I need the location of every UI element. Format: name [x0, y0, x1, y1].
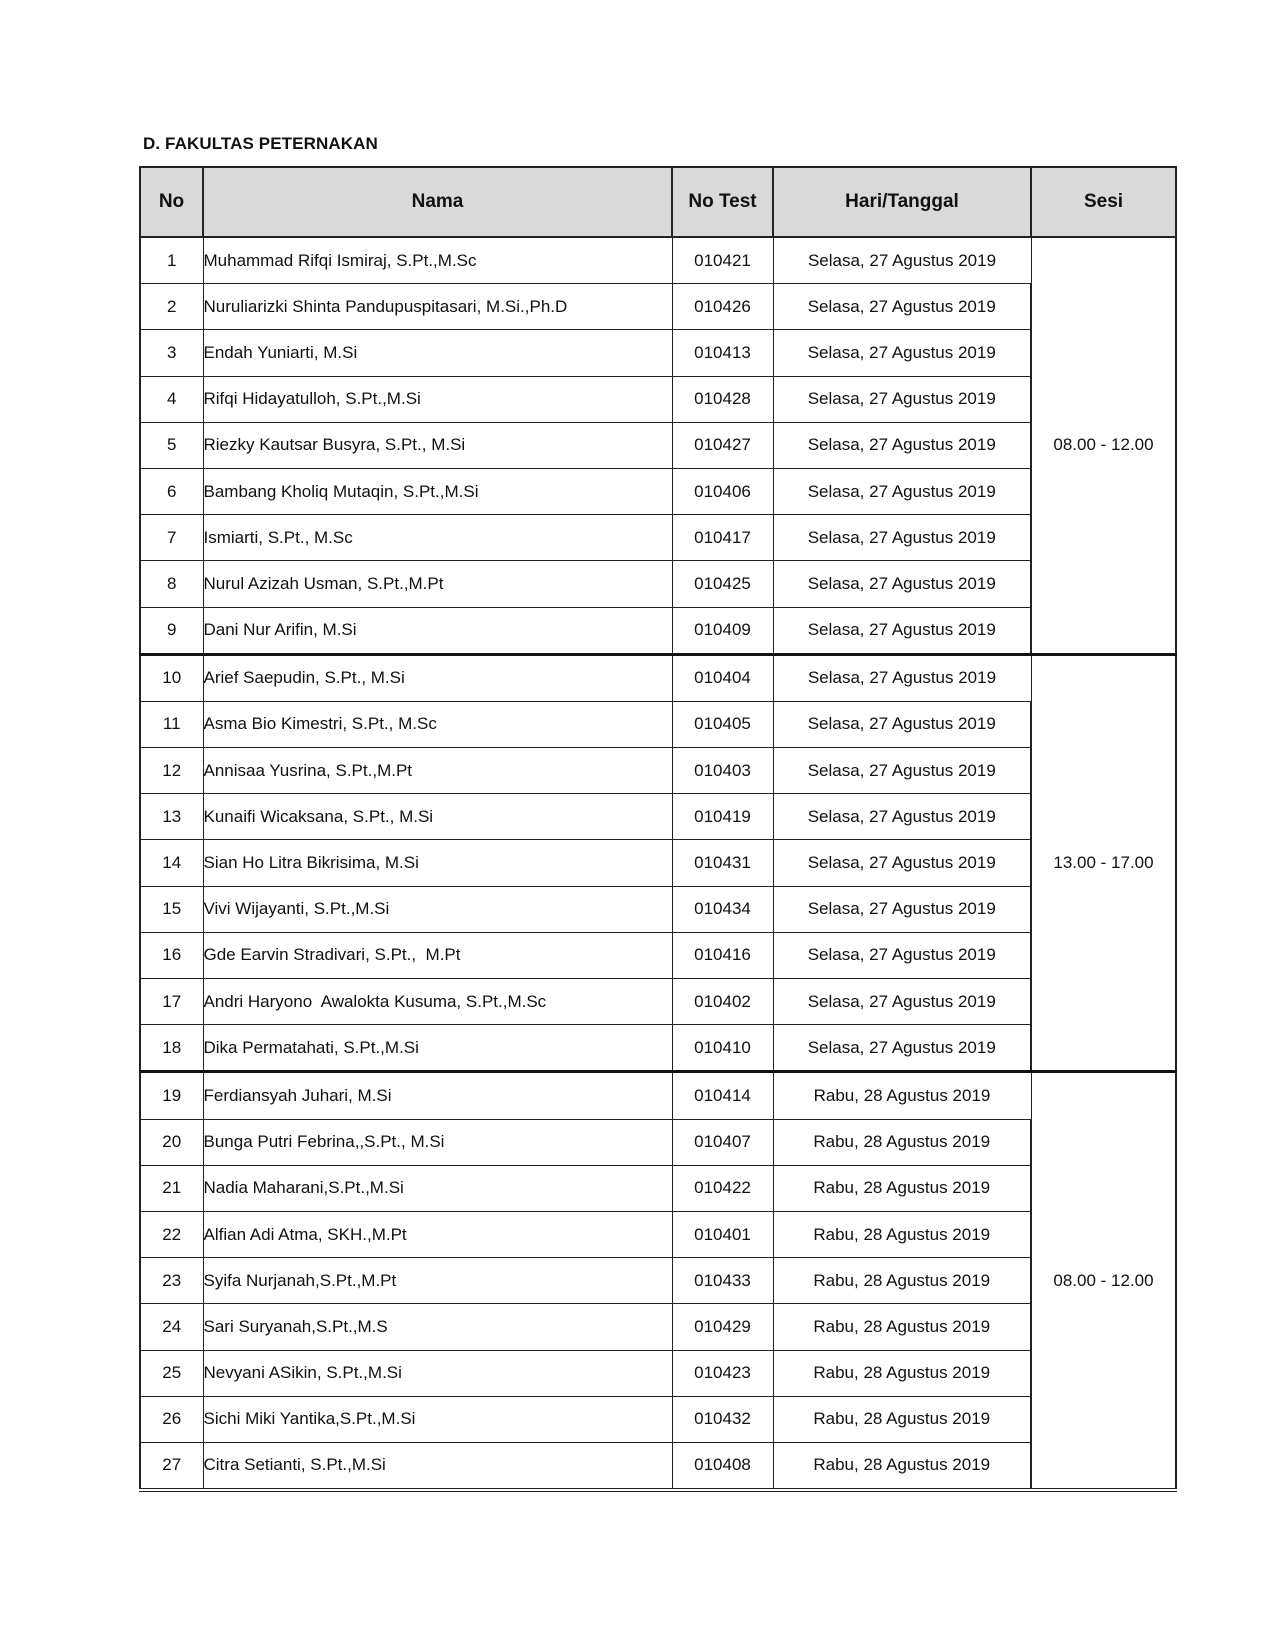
table-row	[140, 1119, 1176, 1165]
participant-name: Sian Ho Litra Bikrisima, M.Si	[203, 840, 672, 886]
row-number: 17	[140, 979, 203, 1025]
exam-date: Rabu, 28 Agustus 2019	[773, 1165, 1031, 1211]
participant-name: Nevyani ASikin, S.Pt.,M.Si	[203, 1350, 672, 1396]
test-number: 010407	[672, 1119, 773, 1165]
test-number: 010417	[672, 515, 773, 561]
row-number: 25	[140, 1350, 203, 1396]
participant-name: Muhammad Rifqi Ismiraj, S.Pt.,M.Sc	[203, 237, 672, 284]
table-row	[140, 1442, 1176, 1490]
test-number: 010419	[672, 794, 773, 840]
test-number: 010401	[672, 1211, 773, 1257]
table-row	[140, 1072, 1176, 1119]
test-number: 010410	[672, 1025, 773, 1072]
exam-date: Selasa, 27 Agustus 2019	[773, 886, 1031, 932]
exam-date: Rabu, 28 Agustus 2019	[773, 1211, 1031, 1257]
test-number: 010429	[672, 1304, 773, 1350]
exam-date: Selasa, 27 Agustus 2019	[773, 330, 1031, 376]
participant-name: Arief Saepudin, S.Pt., M.Si	[203, 654, 672, 701]
exam-date: Rabu, 28 Agustus 2019	[773, 1396, 1031, 1442]
row-number: 8	[140, 561, 203, 607]
table-row	[140, 932, 1176, 978]
test-number: 010413	[672, 330, 773, 376]
session-time: 08.00 - 12.00	[1031, 237, 1176, 654]
exam-date: Selasa, 27 Agustus 2019	[773, 701, 1031, 747]
header-no: No	[140, 167, 203, 237]
table-row	[140, 1025, 1176, 1072]
test-number: 010406	[672, 468, 773, 514]
row-number: 14	[140, 840, 203, 886]
test-number: 010423	[672, 1350, 773, 1396]
row-number: 13	[140, 794, 203, 840]
header-no-test: No Test	[672, 167, 773, 237]
exam-date: Selasa, 27 Agustus 2019	[773, 468, 1031, 514]
participant-name: Endah Yuniarti, M.Si	[203, 330, 672, 376]
table-row	[140, 422, 1176, 468]
exam-date: Selasa, 27 Agustus 2019	[773, 932, 1031, 978]
row-number: 15	[140, 886, 203, 932]
table-row	[140, 1396, 1176, 1442]
row-number: 10	[140, 654, 203, 701]
test-number: 010434	[672, 886, 773, 932]
participant-name: Rifqi Hidayatulloh, S.Pt.,M.Si	[203, 376, 672, 422]
table-row	[140, 654, 1176, 701]
test-number: 010403	[672, 748, 773, 794]
participant-name: Asma Bio Kimestri, S.Pt., M.Sc	[203, 701, 672, 747]
exam-date: Rabu, 28 Agustus 2019	[773, 1304, 1031, 1350]
table-row	[140, 748, 1176, 794]
test-number: 010416	[672, 932, 773, 978]
row-number: 26	[140, 1396, 203, 1442]
participant-name: Andri Haryono Awalokta Kusuma, S.Pt.,M.Sc	[203, 979, 672, 1025]
table-row	[140, 1165, 1176, 1211]
participant-name: Annisaa Yusrina, S.Pt.,M.Pt	[203, 748, 672, 794]
exam-date: Selasa, 27 Agustus 2019	[773, 515, 1031, 561]
participant-name: Nurul Azizah Usman, S.Pt.,M.Pt	[203, 561, 672, 607]
exam-date: Selasa, 27 Agustus 2019	[773, 561, 1031, 607]
header-sesi: Sesi	[1031, 167, 1176, 237]
row-number: 16	[140, 932, 203, 978]
test-number: 010404	[672, 654, 773, 701]
row-number: 5	[140, 422, 203, 468]
exam-date: Rabu, 28 Agustus 2019	[773, 1350, 1031, 1396]
exam-date: Selasa, 27 Agustus 2019	[773, 284, 1031, 330]
row-number: 2	[140, 284, 203, 330]
row-number: 18	[140, 1025, 203, 1072]
participant-name: Bambang Kholiq Mutaqin, S.Pt.,M.Si	[203, 468, 672, 514]
test-number: 010402	[672, 979, 773, 1025]
test-number: 010431	[672, 840, 773, 886]
test-number: 010422	[672, 1165, 773, 1211]
participant-name: Syifa Nurjanah,S.Pt.,M.Pt	[203, 1258, 672, 1304]
exam-date: Selasa, 27 Agustus 2019	[773, 1025, 1031, 1072]
participant-name: Riezky Kautsar Busyra, S.Pt., M.Si	[203, 422, 672, 468]
table-row	[140, 237, 1176, 284]
table-body	[140, 237, 1176, 1490]
participant-name: Bunga Putri Febrina,,S.Pt., M.Si	[203, 1119, 672, 1165]
participant-name: Ismiarti, S.Pt., M.Sc	[203, 515, 672, 561]
participant-name: Vivi Wijayanti, S.Pt.,M.Si	[203, 886, 672, 932]
test-number: 010425	[672, 561, 773, 607]
exam-date: Selasa, 27 Agustus 2019	[773, 794, 1031, 840]
row-number: 6	[140, 468, 203, 514]
exam-date: Selasa, 27 Agustus 2019	[773, 422, 1031, 468]
row-number: 20	[140, 1119, 203, 1165]
exam-date: Selasa, 27 Agustus 2019	[773, 654, 1031, 701]
exam-date: Selasa, 27 Agustus 2019	[773, 979, 1031, 1025]
exam-date: Selasa, 27 Agustus 2019	[773, 376, 1031, 422]
session-time: 08.00 - 12.00	[1031, 1072, 1176, 1490]
table-row	[140, 376, 1176, 422]
participant-name: Kunaifi Wicaksana, S.Pt., M.Si	[203, 794, 672, 840]
table-row	[140, 330, 1176, 376]
row-number: 11	[140, 701, 203, 747]
table-row	[140, 284, 1176, 330]
row-number: 21	[140, 1165, 203, 1211]
table-row	[140, 1258, 1176, 1304]
schedule-table	[139, 166, 1177, 1492]
exam-date: Rabu, 28 Agustus 2019	[773, 1119, 1031, 1165]
participant-name: Nuruliarizki Shinta Pandupuspitasari, M.Si.,Ph.D	[203, 284, 672, 330]
row-number: 27	[140, 1442, 203, 1490]
row-number: 1	[140, 237, 203, 284]
row-number: 3	[140, 330, 203, 376]
table-row	[140, 701, 1176, 747]
table-row	[140, 1304, 1176, 1350]
table-row	[140, 607, 1176, 654]
table-row	[140, 1211, 1176, 1257]
row-number: 24	[140, 1304, 203, 1350]
row-number: 12	[140, 748, 203, 794]
test-number: 010426	[672, 284, 773, 330]
test-number: 010428	[672, 376, 773, 422]
table-row	[140, 561, 1176, 607]
header-nama: Nama	[203, 167, 672, 237]
row-number: 19	[140, 1072, 203, 1119]
table-row	[140, 794, 1176, 840]
row-number: 9	[140, 607, 203, 654]
participant-name: Dani Nur Arifin, M.Si	[203, 607, 672, 654]
exam-date: Rabu, 28 Agustus 2019	[773, 1442, 1031, 1490]
row-number: 23	[140, 1258, 203, 1304]
participant-name: Nadia Maharani,S.Pt.,M.Si	[203, 1165, 672, 1211]
session-time: 13.00 - 17.00	[1031, 654, 1176, 1072]
test-number: 010414	[672, 1072, 773, 1119]
participant-name: Ferdiansyah Juhari, M.Si	[203, 1072, 672, 1119]
test-number: 010432	[672, 1396, 773, 1442]
table-header-row	[140, 167, 1176, 237]
table-row	[140, 886, 1176, 932]
participant-name: Citra Setianti, S.Pt.,M.Si	[203, 1442, 672, 1490]
participant-name: Gde Earvin Stradivari, S.Pt., M.Pt	[203, 932, 672, 978]
test-number: 010408	[672, 1442, 773, 1490]
row-number: 22	[140, 1211, 203, 1257]
test-number: 010409	[672, 607, 773, 654]
exam-date: Selasa, 27 Agustus 2019	[773, 840, 1031, 886]
row-number: 4	[140, 376, 203, 422]
participant-name: Sichi Miki Yantika,S.Pt.,M.Si	[203, 1396, 672, 1442]
test-number: 010405	[672, 701, 773, 747]
participant-name: Alfian Adi Atma, SKH.,M.Pt	[203, 1211, 672, 1257]
table-row	[140, 515, 1176, 561]
table-row	[140, 840, 1176, 886]
table-row	[140, 468, 1176, 514]
test-number: 010427	[672, 422, 773, 468]
exam-date: Selasa, 27 Agustus 2019	[773, 607, 1031, 654]
exam-date: Rabu, 28 Agustus 2019	[773, 1258, 1031, 1304]
header-hari-tanggal: Hari/Tanggal	[773, 167, 1031, 237]
table-row	[140, 1350, 1176, 1396]
test-number: 010421	[672, 237, 773, 284]
row-number: 7	[140, 515, 203, 561]
exam-date: Rabu, 28 Agustus 2019	[773, 1072, 1031, 1119]
section-title: D. FAKULTAS PETERNAKAN	[143, 134, 378, 153]
exam-date: Selasa, 27 Agustus 2019	[773, 748, 1031, 794]
exam-date: Selasa, 27 Agustus 2019	[773, 237, 1031, 284]
table-row	[140, 979, 1176, 1025]
participant-name: Dika Permatahati, S.Pt.,M.Si	[203, 1025, 672, 1072]
participant-name: Sari Suryanah,S.Pt.,M.S	[203, 1304, 672, 1350]
test-number: 010433	[672, 1258, 773, 1304]
